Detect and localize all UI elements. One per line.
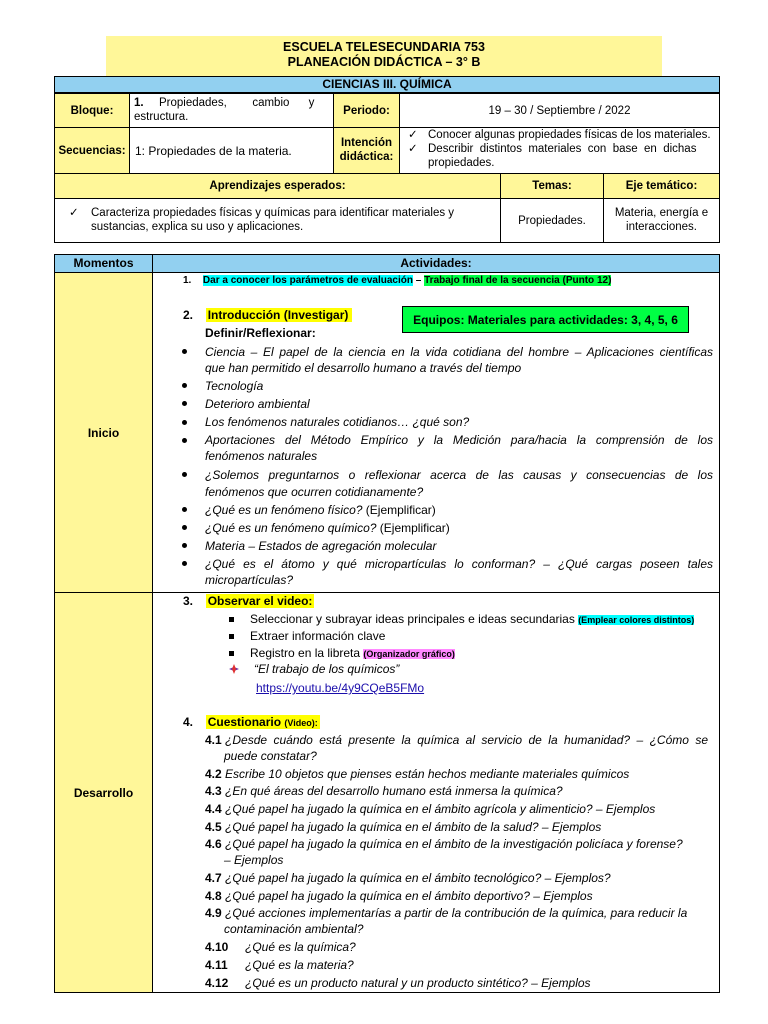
bullet-icon xyxy=(182,349,187,354)
intencion-label: Intención didáctica: xyxy=(333,127,400,174)
subject-header: CIENCIAS III. QUÍMICA xyxy=(54,76,720,93)
activity-3: 3. Observar el video: xyxy=(183,594,313,608)
aprendizaje-value: ✓ Caracteriza propiedades físicas y químicas para identificar materiales y sustancias, explica su uso y aplicaciones. xyxy=(54,198,501,243)
video-title: “El trabajo de los químicos” xyxy=(254,662,400,676)
inicio-label: Inicio xyxy=(54,272,153,593)
actividades-header: Actividades: xyxy=(152,254,720,273)
bullet-icon xyxy=(182,543,187,548)
square-bullet-icon xyxy=(229,651,234,656)
intencion-value: ✓ Conocer algunas propiedades físicas de los materiales. ✓ Describir distintos materiales con base en dichas propiedades. xyxy=(399,127,720,174)
bullet-text: fenómenos que ocurren cotidianamente? xyxy=(205,485,424,499)
question-4-11: 4.11 ¿Qué es la materia? xyxy=(205,958,354,972)
bullet-text: Deterioro ambiental xyxy=(205,397,310,411)
square-bullet-icon xyxy=(229,634,234,639)
bullet-text: ¿Qué es un fenómeno químico? (Ejemplificar) xyxy=(205,521,450,535)
momentos-header: Momentos xyxy=(54,254,153,273)
question-4-6: 4.6 ¿Qué papel ha jugado la química en el ámbito de la investigación policíaca y forense? xyxy=(205,837,683,851)
bullet-text: Los fenómenos naturales cotidianos… ¿qué son? xyxy=(205,415,470,429)
square-bullet-icon xyxy=(229,617,234,622)
question-4-10: 4.10 ¿Qué es la química? xyxy=(205,940,356,954)
check-icon: ✓ xyxy=(408,129,418,141)
video-step-1: Seleccionar y subrayar ideas principales e ideas secundarias (Emplear colores distintos) xyxy=(250,612,695,626)
eje-value: Materia, energía e interacciones. xyxy=(603,198,720,243)
bloque-value: 1. Propiedades, cambio y estructura. xyxy=(129,93,334,128)
question-4-4: 4.4 ¿Qué papel ha jugado la química en el ámbito agrícola y alimenticio? – Ejemplos xyxy=(205,802,656,816)
bullet-text: Tecnología xyxy=(205,379,264,393)
video-link[interactable]: https://youtu.be/4y9CQeB5FMo xyxy=(256,681,425,695)
question-4-12: 4.12 ¿Qué es un producto natural y un producto sintético? – Ejemplos xyxy=(205,976,591,990)
definir-heading: Definir/Reflexionar: xyxy=(205,326,316,340)
bullet-text: Ciencia – El papel de la ciencia en la vida cotidiana del hombre – Aplicaciones científicas xyxy=(205,345,713,359)
question-4-1: 4.1 ¿Desde cuándo está presente la química al servicio de la humanidad? – ¿Cómo se xyxy=(205,733,709,747)
secuencias-value: 1: Propiedades de la materia. xyxy=(129,127,334,174)
periodo-value: 19 – 30 / Septiembre / 2022 xyxy=(399,93,720,128)
activity-2: 2. Introducción (Investigar) xyxy=(183,307,352,323)
bloque-label: Bloque: xyxy=(54,93,130,128)
temas-label: Temas: xyxy=(500,173,604,199)
question-4-7: 4.7 ¿Qué papel ha jugado la química en el ámbito tecnológico? – Ejemplos? xyxy=(205,871,611,885)
bullet-icon xyxy=(182,420,187,425)
bullet-text: micropartículas? xyxy=(205,573,294,587)
secuencias-label: Secuencias: xyxy=(54,127,130,174)
bullet-text: ¿Qué es un fenómeno físico? (Ejemplificar) xyxy=(205,503,436,517)
desarrollo-label: Desarrollo xyxy=(54,592,153,993)
activity-4: 4. Cuestionario (Video): xyxy=(183,715,318,729)
question-4-5: 4.5 ¿Qué papel ha jugado la química en el ámbito de la salud? – Ejemplos xyxy=(205,820,602,834)
question-4-3: 4.3 ¿En qué áreas del desarrollo humano está inmersa la química? xyxy=(205,784,563,798)
aprendizajes-label: Aprendizajes esperados: xyxy=(54,173,501,199)
plan-title: PLANEACIÓN DIDÁCTICA – 3° B xyxy=(287,55,481,69)
video-step-2: Extraer información clave xyxy=(250,629,386,643)
bloque-number: 1. xyxy=(134,97,144,109)
bullet-text: Materia – Estados de agregación molecular xyxy=(205,539,437,553)
eje-label: Eje temático: xyxy=(603,173,720,199)
bullet-text: ¿Solemos preguntarnos o reflexionar acerca de las causas y consecuencias de los xyxy=(205,468,713,482)
question-4-8: 4.8 ¿Qué papel ha jugado la química en el ámbito deportivo? – Ejemplos xyxy=(205,889,593,903)
document-title xyxy=(106,36,662,76)
bullet-icon xyxy=(182,561,187,566)
tema-value: Propiedades. xyxy=(500,198,604,243)
bullet-text: ¿Qué es el átomo y qué micropartículas lo conforman? – ¿Qué cargas poseen tales xyxy=(205,557,713,571)
check-icon: ✓ xyxy=(408,143,418,155)
question-4-2: 4.2 Escribe 10 objetos que pienses están hechos mediante materiales químicos xyxy=(205,767,630,781)
periodo-label: Periodo: xyxy=(333,93,400,128)
bullet-text: que han permitido el desarrollo humano a través del tiempo xyxy=(205,361,522,375)
bullet-icon xyxy=(182,472,187,477)
check-icon: ✓ xyxy=(69,207,79,219)
question-4-9: 4.9 ¿Qué acciones implementarías a partir de la contribución de la química, para reducir la xyxy=(205,906,688,920)
bullet-icon xyxy=(182,438,187,443)
bullet-text: Aportaciones del Método Empírico y la Medición para/hacia la comprensión de los xyxy=(205,433,713,447)
bullet-text: fenómenos naturales xyxy=(205,449,318,463)
video-step-3: Registro en la libreta (Organizador gráfico) xyxy=(250,646,455,660)
bullet-icon xyxy=(182,401,187,406)
activity-1: 1. Dar a conocer los parámetros de evaluación – Trabajo final de la secuencia (Punto 12) xyxy=(183,275,612,286)
bullet-icon xyxy=(182,525,187,530)
equipos-badge: Equipos: Materiales para actividades: 3, 4, 5, 6 xyxy=(402,306,689,333)
arrow-bullet-icon xyxy=(229,664,239,674)
bullet-icon xyxy=(182,507,187,512)
school-name: ESCUELA TELESECUNDARIA 753 xyxy=(283,40,485,54)
video-link-row xyxy=(256,680,424,696)
bullet-icon xyxy=(182,383,187,388)
